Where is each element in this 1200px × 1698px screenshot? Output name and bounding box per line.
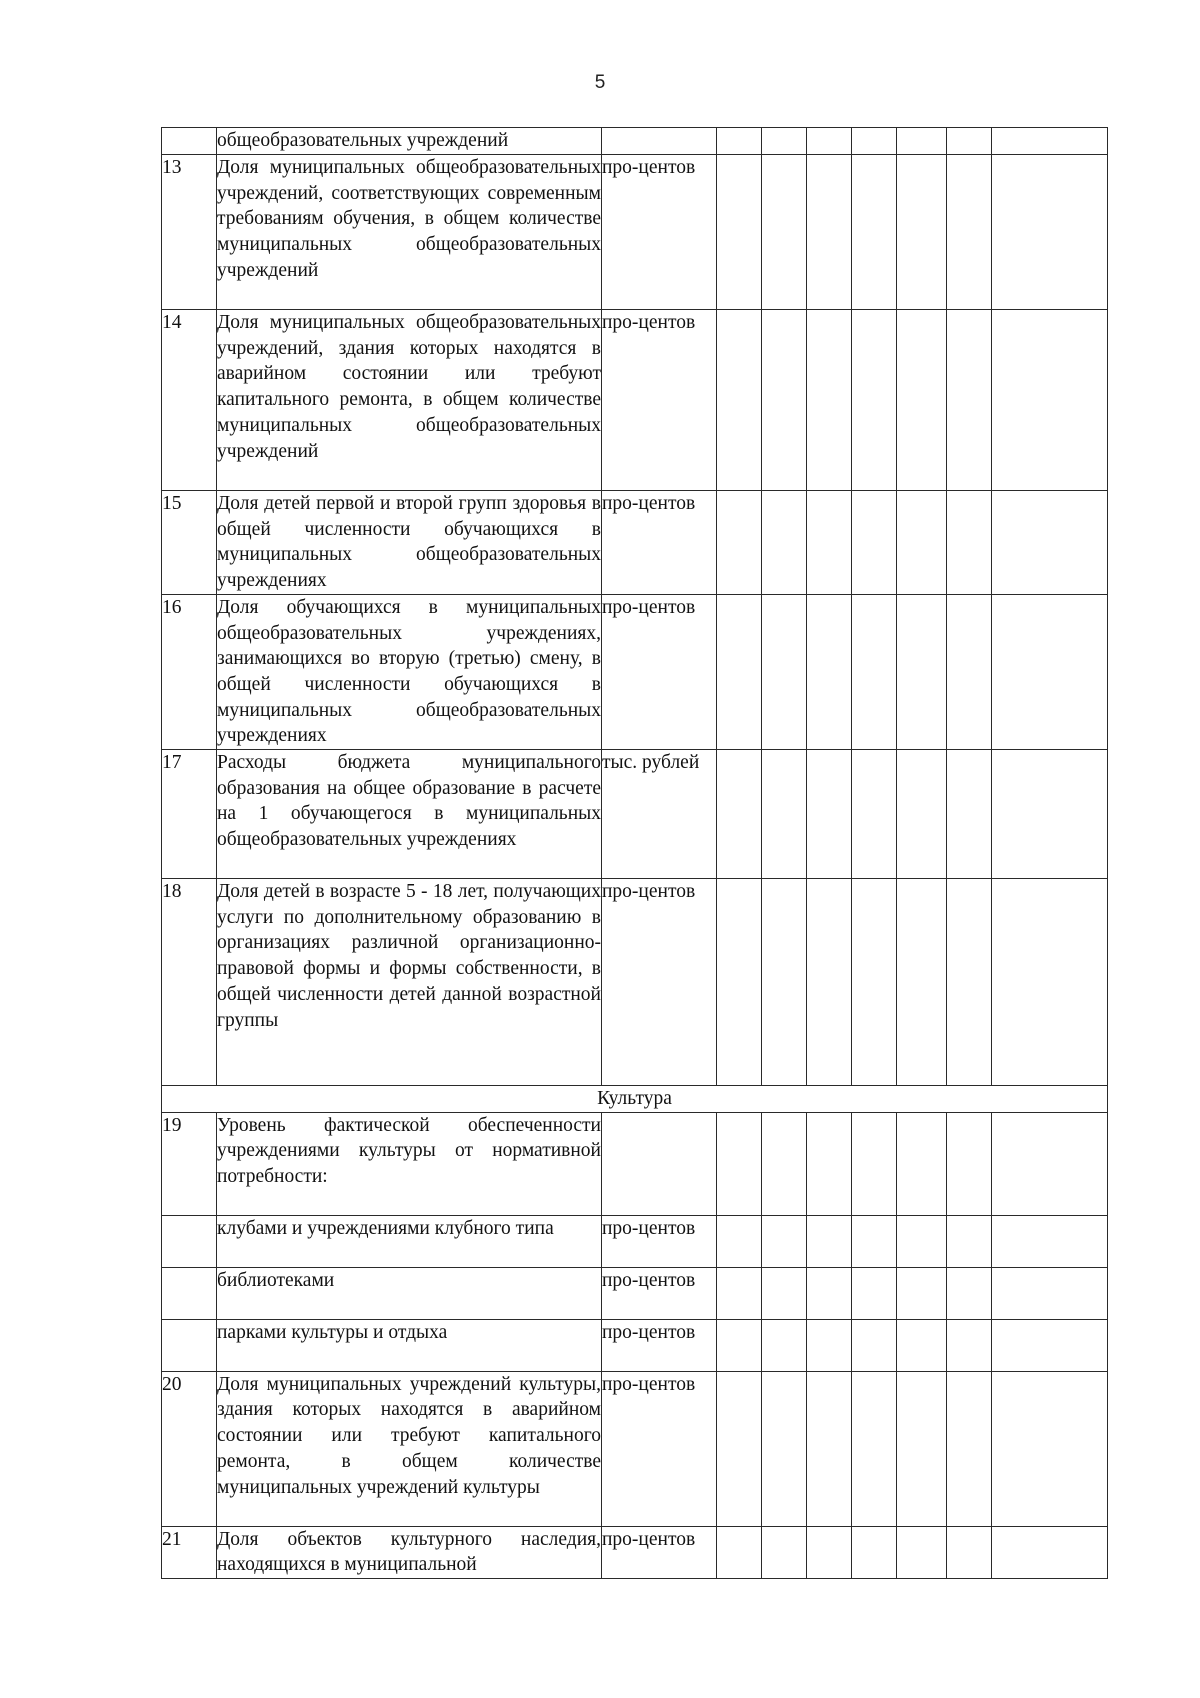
unit: про-центов <box>602 155 717 310</box>
page-number: 5 <box>594 72 606 93</box>
unit: про-центов <box>602 310 717 491</box>
table-row <box>162 491 1108 595</box>
value-cell <box>762 128 807 155</box>
value-cell <box>947 879 992 1086</box>
value-cell <box>947 1112 992 1215</box>
value-cell <box>992 1112 1108 1215</box>
row-number: 18 <box>162 879 217 1086</box>
value-cell <box>947 128 992 155</box>
indicator-name: Доля детей в возрасте 5 - 18 лет, получающих услуги по дополнительному образованию в организациях различной организационно-правовой формы и формы собственности, в общей численности детей данной возрастной группы <box>217 879 602 1086</box>
value-cell <box>717 1371 762 1526</box>
value-cell <box>992 310 1108 491</box>
value-cell <box>807 1526 852 1578</box>
row-number <box>162 1215 217 1267</box>
row-number <box>162 1267 217 1319</box>
value-cell <box>947 594 992 749</box>
indicator-name: Уровень фактической обеспеченности учреждениями культуры от нормативной потребности: <box>217 1112 602 1215</box>
value-cell <box>897 594 947 749</box>
row-number: 16 <box>162 594 217 749</box>
row-number: 21 <box>162 1526 217 1578</box>
row-number: 13 <box>162 155 217 310</box>
value-cell <box>762 310 807 491</box>
value-cell <box>897 750 947 879</box>
value-cell <box>807 155 852 310</box>
value-cell <box>807 1267 852 1319</box>
value-cell <box>807 750 852 879</box>
value-cell <box>717 155 762 310</box>
value-cell <box>947 1267 992 1319</box>
value-cell <box>807 310 852 491</box>
value-cell <box>992 750 1108 879</box>
value-cell <box>992 1371 1108 1526</box>
value-cell <box>852 155 897 310</box>
value-cell <box>947 491 992 595</box>
value-cell <box>717 1112 762 1215</box>
value-cell <box>897 1112 947 1215</box>
value-cell <box>852 750 897 879</box>
row-number: 15 <box>162 491 217 595</box>
row-number: 14 <box>162 310 217 491</box>
table-row <box>162 1267 1108 1319</box>
value-cell <box>807 1112 852 1215</box>
value-cell <box>807 879 852 1086</box>
value-cell <box>897 310 947 491</box>
unit: про-центов <box>602 1526 717 1578</box>
value-cell <box>717 491 762 595</box>
value-cell <box>852 879 897 1086</box>
indicator-name: Доля детей первой и второй групп здоровья в общей численности обучающихся в муниципальных общеобразовательных учреждениях <box>217 491 602 595</box>
value-cell <box>852 1112 897 1215</box>
value-cell <box>852 1371 897 1526</box>
value-cell <box>717 1267 762 1319</box>
value-cell <box>852 491 897 595</box>
value-cell <box>852 1319 897 1371</box>
unit: про-центов <box>602 1371 717 1526</box>
value-cell <box>897 128 947 155</box>
unit: про-центов <box>602 1267 717 1319</box>
unit: про-центов <box>602 491 717 595</box>
indicator-table <box>161 127 1108 1579</box>
value-cell <box>992 1267 1108 1319</box>
unit: тыс. рублей <box>602 750 717 879</box>
value-cell <box>992 1215 1108 1267</box>
value-cell <box>807 1371 852 1526</box>
value-cell <box>762 1112 807 1215</box>
table-row <box>162 1319 1108 1371</box>
value-cell <box>717 310 762 491</box>
value-cell <box>852 1267 897 1319</box>
value-cell <box>897 1319 947 1371</box>
table-row <box>162 1526 1108 1578</box>
value-cell <box>807 594 852 749</box>
value-cell <box>852 310 897 491</box>
value-cell <box>717 128 762 155</box>
value-cell <box>992 491 1108 595</box>
unit: про-центов <box>602 594 717 749</box>
row-number: 20 <box>162 1371 217 1526</box>
value-cell <box>807 128 852 155</box>
value-cell <box>897 1267 947 1319</box>
unit: про-центов <box>602 1319 717 1371</box>
value-cell <box>897 491 947 595</box>
value-cell <box>762 750 807 879</box>
table-row <box>162 1215 1108 1267</box>
section-row <box>162 1086 1108 1113</box>
table-row <box>162 594 1108 749</box>
indicator-name: Доля объектов культурного наследия, находящихся в муниципальной <box>217 1526 602 1578</box>
value-cell <box>897 1526 947 1578</box>
value-cell <box>807 491 852 595</box>
value-cell <box>992 155 1108 310</box>
indicator-name: Доля муниципальных общеобразовательных учреждений, соответствующих современным требованиям обучения, в общем количестве муниципальных общеобразовательных учреждений <box>217 155 602 310</box>
value-cell <box>947 750 992 879</box>
indicator-name: библиотеками <box>217 1267 602 1319</box>
value-cell <box>717 879 762 1086</box>
indicator-name: Расходы бюджета муниципального образования на общее образование в расчете на 1 обучающегося в муниципальных общеобразовательных учреждениях <box>217 750 602 879</box>
value-cell <box>852 128 897 155</box>
table-row <box>162 1371 1108 1526</box>
value-cell <box>717 1526 762 1578</box>
indicator-name: Доля муниципальных учреждений культуры, здания которых находятся в аварийном состоянии или требуют капитального ремонта, в общем количестве муниципальных учреждений культуры <box>217 1371 602 1526</box>
table-row <box>162 750 1108 879</box>
value-cell <box>992 879 1108 1086</box>
indicator-name: клубами и учреждениями клубного типа <box>217 1215 602 1267</box>
value-cell <box>762 1215 807 1267</box>
value-cell <box>762 1371 807 1526</box>
row-number <box>162 1319 217 1371</box>
row-number: 17 <box>162 750 217 879</box>
value-cell <box>717 594 762 749</box>
value-cell <box>947 1319 992 1371</box>
value-cell <box>717 1215 762 1267</box>
value-cell <box>762 879 807 1086</box>
value-cell <box>762 594 807 749</box>
table-row <box>162 1112 1108 1215</box>
table-row <box>162 879 1108 1086</box>
section-title: Культура <box>162 1086 1108 1113</box>
indicator-name: Доля обучающихся в муниципальных общеобразовательных учреждениях, занимающихся во вторую (третью) смену, в общей численности обучающихся в муниципальных общеобразовательных учреждениях <box>217 594 602 749</box>
value-cell <box>947 1371 992 1526</box>
table-row <box>162 310 1108 491</box>
value-cell <box>992 594 1108 749</box>
value-cell <box>762 1319 807 1371</box>
row-number: 19 <box>162 1112 217 1215</box>
value-cell <box>762 155 807 310</box>
value-cell <box>947 310 992 491</box>
value-cell <box>897 879 947 1086</box>
value-cell <box>852 1526 897 1578</box>
value-cell <box>992 128 1108 155</box>
unit: про-центов <box>602 1215 717 1267</box>
value-cell <box>992 1319 1108 1371</box>
value-cell <box>947 1526 992 1578</box>
indicator-name: Доля муниципальных общеобразовательных учреждений, здания которых находятся в аварийном состоянии или требуют капитального ремонта, в общем количестве муниципальных общеобразовательных учреждений <box>217 310 602 491</box>
value-cell <box>717 1319 762 1371</box>
indicator-name: парками культуры и отдыха <box>217 1319 602 1371</box>
table-row <box>162 128 1108 155</box>
table-row <box>162 155 1108 310</box>
value-cell <box>992 1526 1108 1578</box>
value-cell <box>947 1215 992 1267</box>
value-cell <box>897 155 947 310</box>
indicator-name: общеобразовательных учреждений <box>217 128 602 155</box>
value-cell <box>717 750 762 879</box>
value-cell <box>852 594 897 749</box>
value-cell <box>807 1215 852 1267</box>
value-cell <box>762 1267 807 1319</box>
value-cell <box>852 1215 897 1267</box>
value-cell <box>807 1319 852 1371</box>
value-cell <box>947 155 992 310</box>
row-number <box>162 128 217 155</box>
unit <box>602 128 717 155</box>
value-cell <box>762 491 807 595</box>
value-cell <box>897 1215 947 1267</box>
unit: про-центов <box>602 879 717 1086</box>
value-cell <box>762 1526 807 1578</box>
unit <box>602 1112 717 1215</box>
value-cell <box>897 1371 947 1526</box>
